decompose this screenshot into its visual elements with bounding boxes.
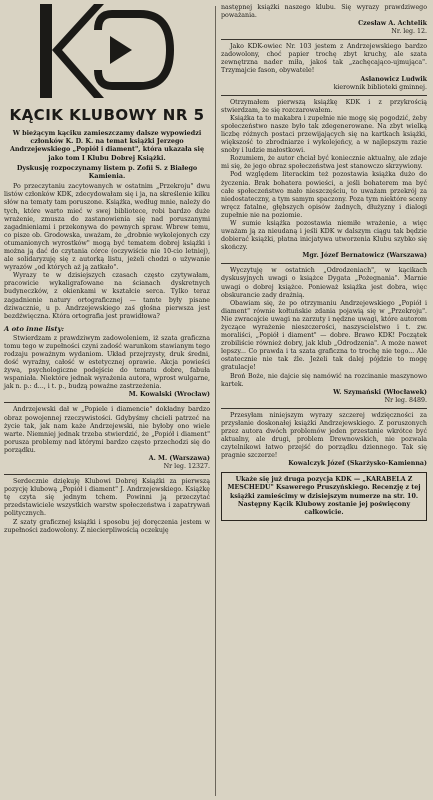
letter-8-text: Przesyłam niniejszym wyrazy szczerej wdzięczności za przysłanie doskonałej książki Andrzejewskiego. Z poruszonych przez autora dwóch problemów jeden przestanie wkrótce być aktualny, ale drugi, problem Drewnowskich, nie pozwala czytelnikowi łatwo przejść do porządku dziennego. Tak się pragnie szczerze! [221,411,427,460]
separator [221,39,427,40]
letter-7-p3: Broń Boże, nie dajcie się namówić na rozcinanie maszynowo kartek. [221,372,427,388]
left-column [4,0,210,535]
signature: Czesław A. Achtelik [358,20,427,28]
member-number: Nr. leg. 12. [391,28,427,36]
separator [221,95,427,96]
separator [4,474,210,475]
signature: A. M. (Warszawa) [148,455,210,463]
column-divider [215,6,216,796]
letter-6-p5: W sumie książka pozostawia niemiłe wrażenie, a więc uważam ją za nieudaną i jeśli KDK w dalszym ciągu tak będzie dobierać książki, płatna inicjatywa utworzenia Klubu szybko się skończy. [221,219,427,252]
signature: Kowalczyk Józef (Skarżysko-Kamienna) [288,460,427,468]
letter-1-p2: Wyrazy te w dzisiejszych czasach często czytywałam, pracowicie wykaligrafowane na ścianach dyskretnych budyneczków, z okienkami w kształcie serca. Tylko teraz zagadnienie natury ortograficznej — tamte były pisane dziwacznie, u p. Andrzejewskiego zaś głośna pierwsza jest bezdźwięczna. Która ortografia jest prawidłowa? [4,272,210,320]
announcement-text: Ukaże się już druga pozycja KDK — „KARABELA Z MESCHEDU" Ksawerego Pruszyńskiego. Recenzję z tej książki zamieścimy w dzisiejszym numerze na str. 10. Następny Kącik Klubowy zostanie jej poświęcony całkowicie. [227,476,421,516]
letter-6-p4: Pod względem literackim też pozostawia książka dużo do życzenia. Brak bohatera powieści, a jeśli bohaterem ma być całe społeczeństwo mało nieszczęściu, to uważam przekrój za niedostateczny, a tym samym spaczony. Poza tym niektóre sceny wręcz fatalne, głębszych opisów żadnych, dłużyzny i dialogi zupełnie nie na poziomie. [221,171,427,219]
signature: Mgr. Józef Bernatowicz (Warszawa) [302,252,427,260]
kdk-logo [4,0,210,103]
signature-role: kierownik biblioteki gminnej. [333,83,427,91]
lead-paragraph-2: Dyskusję rozpoczynamy listem p. Zofii S. z Białego Kamienia. [16,163,198,181]
member-number: Nr leg. 12327. [163,463,210,471]
signature: M. Kowalski (Wrocław) [128,391,210,399]
separator [221,408,427,409]
member-number: Nr leg. 8489. [384,396,427,404]
letter-2-text: Stwierdzam z prawdziwym zadowoleniem, iż szata graficzna tomu tego w zupełności czyni zadość warunkom stawianym tego rodzaju poważnym wydaniom. Układ przejrzysty, druk średni, dość wyraźny, całość w estetycznej oprawie. Akcja powieści żywa, psychologiczne podejście do tematu dobre, fabuła wspaniała. Niektóre jednak wyrażenia autora, wprost wulgarne, jak n. p.: d..., i t. p., budzą poważne zastrzeżenia. [4,334,210,391]
letter-5-text: Jako KDK-owiec Nr. 103 jestem z Andrzejewskiego bardzo zadowolony, choć papier trochę zbyt kruchy, ale szata zewnętrzna nader miła, jakoś tak „zachęcająco-ujmująca". Trzymajcie fason, obywatele! [221,43,427,75]
page-title: KĄCIK KLUBOWY NR 5 [9,106,205,124]
signature: Aslanowicz Ludwik [360,75,427,83]
letter-7-p1: Wyczytuję w ostatnich „Odrodzeniach", w kącikach dyskusyjnych uwagi o książce Dygata „Pożegnania". Marnie uwagi o dobrej książce. Ponieważ książka jest dobra, więc obskurancie zady drażnią. [221,267,427,299]
right-column [221,0,427,521]
letter-3-text: Andrzejewski dał w „Popiele i diamencie" dokładny bardzo obraz powojennej rzeczywistości. Gdybyśmy chcieli patrzeć na życie tak, jak nam każe Andrzejewski, nie byłoby ono wiele warte. Niemniej jednak trzeba stwierdzić, że „Popiół i diament" porusza problemy nad którymi bardzo często przechodzi się do porządku. [4,406,210,454]
letter-4-p1: Serdecznie dziękuję Klubowi Dobrej Książki za pierwszą pozycję klubową „Popiół i diament" J. Andrzejewskiego. Książkę tę czyta się jednym tchem. Powinni ją przeczytać przedstawiciele wszystkich warstw społeczeństwa i zapatrywań politycznych. [4,478,210,518]
letter-1-p1: Po przeczytaniu zacytowanych w ostatnim „Przekroju" dwu listów członków KDK, zdecydowałam się i ja, na skreślenie kilku słów na tematy tam poruszone. Książka, według mnie, należy do tych, które warto mieć w swej bibliotece, robi bardzo duże wrażenie, zmusza do zastanowienia się nad poruszanymi zagadnieniami i przekonywa do pewnych spraw. Wbrew temu, co pisze ob. Grodowska, uważam, że „drobnie wykolejonych czy otumanionych wyrostków" mogą być tematem dobrej książki i można ją dać do czytania córce (oczywiście nie 10-cio letniej), ale solidaryzuję się z autorką listu, jeżeli chodzi o używanie wyrazów „od których aż ją zatkało". [4,183,210,272]
lead-paragraph: W bieżącym kąciku zamieszczamy dalsze wypowiedzi członków K. D. K. na temat książki Jerzego Andrzejewskiego „Popiół i diament", która ukazała się jako tom I Klubu Dobrej Książki. [9,129,205,162]
announcement-box [221,472,427,520]
kdk-monogram-icon [32,0,182,103]
letter-4-p2: Z szaty graficznej książki i sposobu jej doręczenia jestem w zupełności zadowolony. Z niecierpliwością oczekuję [4,518,210,534]
separator [221,263,427,264]
subheading: A oto inne listy: [4,324,64,333]
letter-4-end: następnej książki naszego klubu. Się wyrazy prawdziwego poważania. [221,4,427,20]
letter-7-p2: Obawiam się, że po otrzymaniu Andrzejewskiego „Popiół i diament" równie kołtuńskie zdania pojawią się w „Przekroju". Nie zwracajcie uwagi na zarzuty i nędzne uwagi, które autorom życzące wyrażenie nieszczerości, naszyscielstwo i t. zw. moraliści, „Popiół i diament" — dobre. Brawo KDK! Początek zrobiliście również dobry, jak klub „Odrodzenia". A może nawet lepszy... Co prawda i ta szata graficzna to trochę nie tego... Ale ostatecznie nie tak źle. Jeżeli tak dalej pójdzie to mogę gratulacje! [221,299,427,372]
signature: W. Szymański (Włocławek) [333,388,427,396]
letter-6-p1: Otrzymałem pierwszą książkę KDK i z przykrością stwierdzam, że się rozczarowałem. [221,98,427,114]
letter-6-p3: Rozumiem, że autor chciał być koniecznie aktualny, ale zdaje mi się, że jego obraz społeczeństwa jest stanowczo skrzywiony. [221,155,427,171]
separator [4,402,210,403]
letter-6-p2: Książka ta to makabra i zupełnie nie mogę się pogodzić, żeby społeczeństwo nasze było tak zdegenerowane. Na zbyt wielką liczbę różnych postaci przewijających się na kartkach książki, większość to zbrodniarze i wykolejeńcy, a w najlepszym razie snoby i ludzie małostkowi. [221,114,427,155]
